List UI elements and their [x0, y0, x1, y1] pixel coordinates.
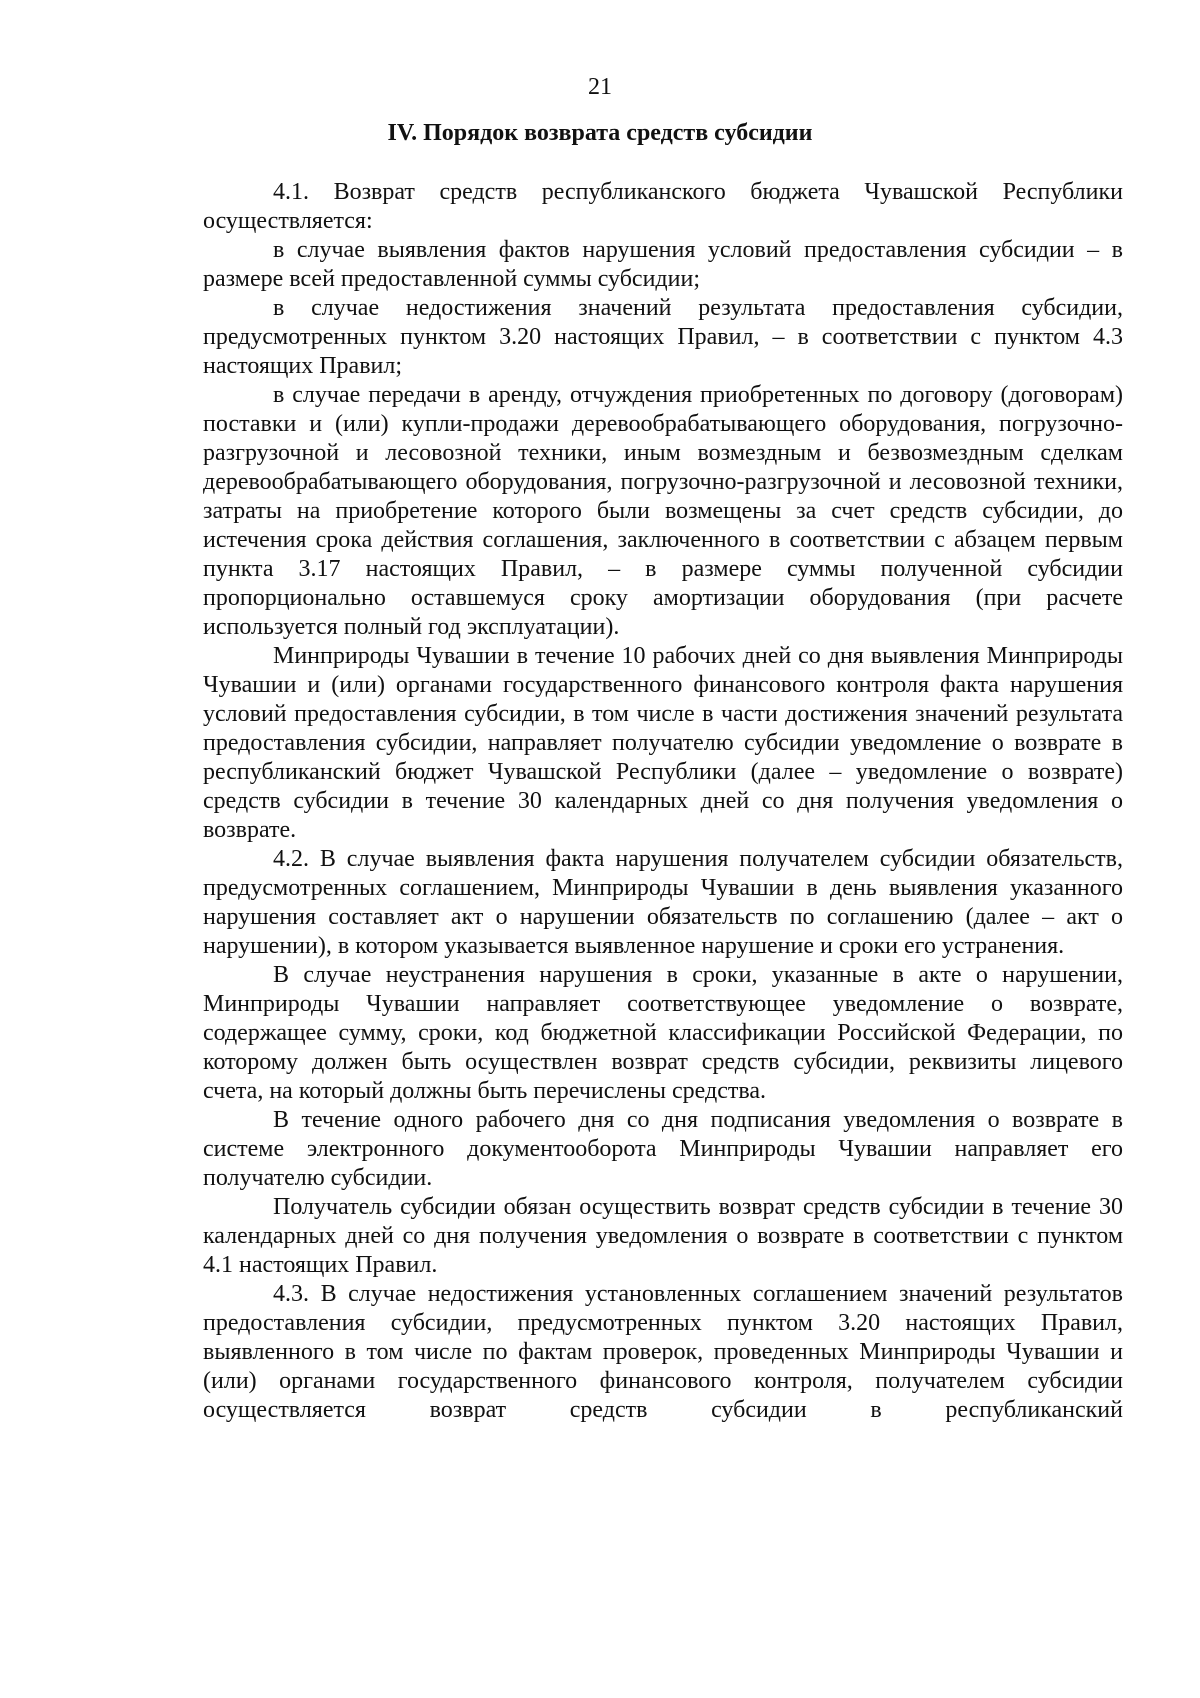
document-body: [203, 178, 1123, 1425]
paragraph-electronic-sending: В течение одного рабочего дня со дня подписания уведомления о возврате в системе электронного документооборота Минприроды Чувашии направляет его получателю субсидии.: [203, 1107, 1123, 1191]
paragraph-violation-case: в случае выявления фактов нарушения условий предоставления субсидии – в размере всей предоставленной суммы субсидии;: [203, 237, 1123, 292]
paragraph-4-2: 4.2. В случае выявления факта нарушения получателем субсидии обязательств, предусмотренных соглашением, Минприроды Чувашии в день выявления указанного нарушения составляет акт о нарушении обязательств по соглашению (далее – акт о нарушении), в котором указывается выявленное нарушение и сроки его устранения.: [203, 846, 1123, 959]
paragraph-4-1: 4.1. Возврат средств республиканского бюджета Чувашской Республики осуществляется:: [203, 179, 1123, 234]
paragraph-recipient-obligation: Получатель субсидии обязан осуществить возврат средств субсидии в течение 30 календарных дней со дня получения уведомления о возврате в соответствии с пунктом 4.1 настоящих Правил.: [203, 1194, 1123, 1278]
paragraph-result-case: в случае недостижения значений результата предоставления субсидии, предусмотренных пунктом 3.20 настоящих Правил, – в соответствии с пунктом 4.3 настоящих Правил;: [203, 295, 1123, 379]
paragraph-transfer-case: в случае передачи в аренду, отчуждения приобретенных по договору (договорам) поставки и (или) купли-продажи деревообрабатывающего оборудования, погрузочно-разгрузочной и лесовозной техники, иным возмездным и безвозмездным сделкам деревообрабатывающего оборудования, погрузочно-разгрузочной и лесовозной техники, затраты на приобретение которого были возмещены за счет средств субсидии, до истечения срока действия соглашения, заключенного в соответствии с абзацем первым пункта 3.17 настоящих Правил, – в размере суммы полученной субсидии пропорционально оставшемуся сроку амортизации оборудования (при расчете используется полный год эксплуатации).: [203, 382, 1123, 640]
paragraph-non-elimination: В случае неустранения нарушения в сроки, указанные в акте о нарушении, Минприроды Чувашии направляет соответствующее уведомление о возврате, содержащее сумму, сроки, код бюджетной классификации Российской Федерации, по которому должен быть осуществлен возврат средств субсидии, реквизиты лицевого счета, на который должны быть перечислены средства.: [203, 962, 1123, 1104]
section-title: IV. Порядок возврата средств субсидии: [387, 120, 813, 146]
paragraph-4-3: 4.3. В случае недостижения установленных соглашением значений результатов предоставления субсидии, предусмотренных пунктом 3.20 настоящих Правил, выявленного в том числе по фактам проверок, проведенных Минприроды Чувашии и (или) органами государственного финансового контроля, получателем субсидии осуществляется возврат средств субсидии в республиканский: [203, 1281, 1123, 1423]
paragraph-notification: Минприроды Чувашии в течение 10 рабочих дней со дня выявления Минприроды Чувашии и (или) органами государственного финансового контроля факта нарушения условий предоставления субсидии, в том числе в части достижения значений результата предоставления субсидии, направляет получателю субсидии уведомление о возврате в республиканский бюджет Чувашской Республики (далее – уведомление о возврате) средств субсидии в течение 30 календарных дней со дня получения уведомления о возврате.: [203, 643, 1123, 843]
page-number: 21: [588, 74, 612, 100]
